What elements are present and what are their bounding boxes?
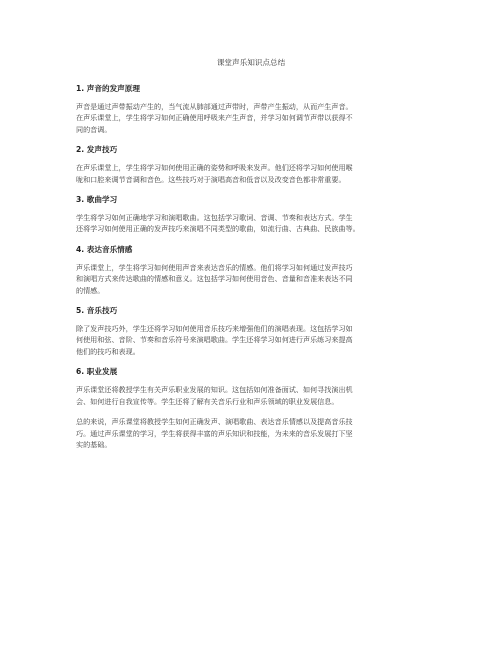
paragraph-line: 声乐课堂还将教授学生有关声乐职业发展的知识。这包括如何准备面试、如何寻找演出机	[76, 385, 353, 395]
paragraph-line: 在声乐课堂上，学生将学习如何正确使用呼吸来产生声音，并学习如何调节声带以获得不	[76, 113, 353, 123]
section-paragraph	[76, 323, 432, 357]
section-paragraph	[76, 162, 432, 185]
section-heading: 5. 音乐技巧	[76, 306, 118, 316]
paragraph-line: 咙和口腔来调节音调和音色。这些技巧对于演唱高音和低音以及改变音色都非常重要。	[76, 174, 346, 184]
paragraph-line: 实的基础。	[76, 439, 112, 449]
paragraph-line: 除了发声技巧外，学生还将学习如何使用音乐技巧来增强他们的演唱表现。这包括学习如	[76, 324, 353, 334]
page-title: 课堂声乐知识点总结	[216, 58, 286, 67]
document-body	[76, 83, 432, 450]
paragraph-line: 巧。通过声乐课堂的学习，学生将获得丰富的声乐知识和技能，为未来的音乐发展打下坚	[76, 428, 353, 438]
paragraph-line: 会、如何进行自我宣传等。学生还将了解有关音乐行业和声乐领域的职业发展信息。	[76, 396, 339, 406]
section-paragraph	[76, 262, 432, 296]
paragraph-line: 声音是通过声带振动产生的，当气流从肺部通过声带时，声带产生振动，从而产生声音。	[76, 102, 353, 111]
paragraph-line: 总的来说，声乐课堂将教授学生如何正确发声、演唱歌曲、表达音乐情感以及提高音乐技	[76, 417, 353, 427]
conclusion-paragraph	[76, 416, 432, 450]
paragraph-line: 声乐课堂上，学生将学习如何使用声音来表达音乐的情感。他们将学习如何通过发声技巧	[76, 262, 353, 272]
paragraph-line: 在声乐课堂上，学生将学习如何使用正确的姿势和呼吸来发声。他们还将学习如何使用喉	[76, 163, 353, 173]
paragraph-line: 还将学习如何使用正确的发声技巧来演唱不同类型的歌曲，如流行曲、古典曲、民族曲等。	[76, 224, 360, 234]
paragraph-line: 他们的技巧和表现。	[76, 346, 140, 356]
paragraph-line: 同的音调。	[76, 124, 112, 134]
section-heading: 3. 歌曲学习	[76, 195, 118, 205]
paragraph-line: 的情感。	[76, 285, 105, 295]
section-paragraph	[76, 212, 432, 235]
section-heading: 1. 声音的发声原理	[76, 84, 140, 93]
paragraph-line: 和演唱方式来传达歌曲的情感和意义。这包括学习如何使用音色、音量和音准来表达不同	[76, 274, 353, 284]
section-paragraph	[76, 384, 432, 407]
section-heading: 4. 表达音乐情感	[76, 244, 133, 254]
paragraph-line: 何使用和弦、音阶、节奏和音乐符号来演唱歌曲。学生还将学习如何进行声乐练习来提高	[76, 335, 353, 345]
section-heading: 2. 发声技巧	[76, 145, 118, 155]
section-paragraph	[76, 101, 432, 135]
paragraph-line: 学生将学习如何正确地学习和演唱歌曲。这包括学习歌词、音调、节奏和表达方式。学生	[76, 213, 353, 223]
section-heading: 6. 职业发展	[76, 367, 118, 377]
